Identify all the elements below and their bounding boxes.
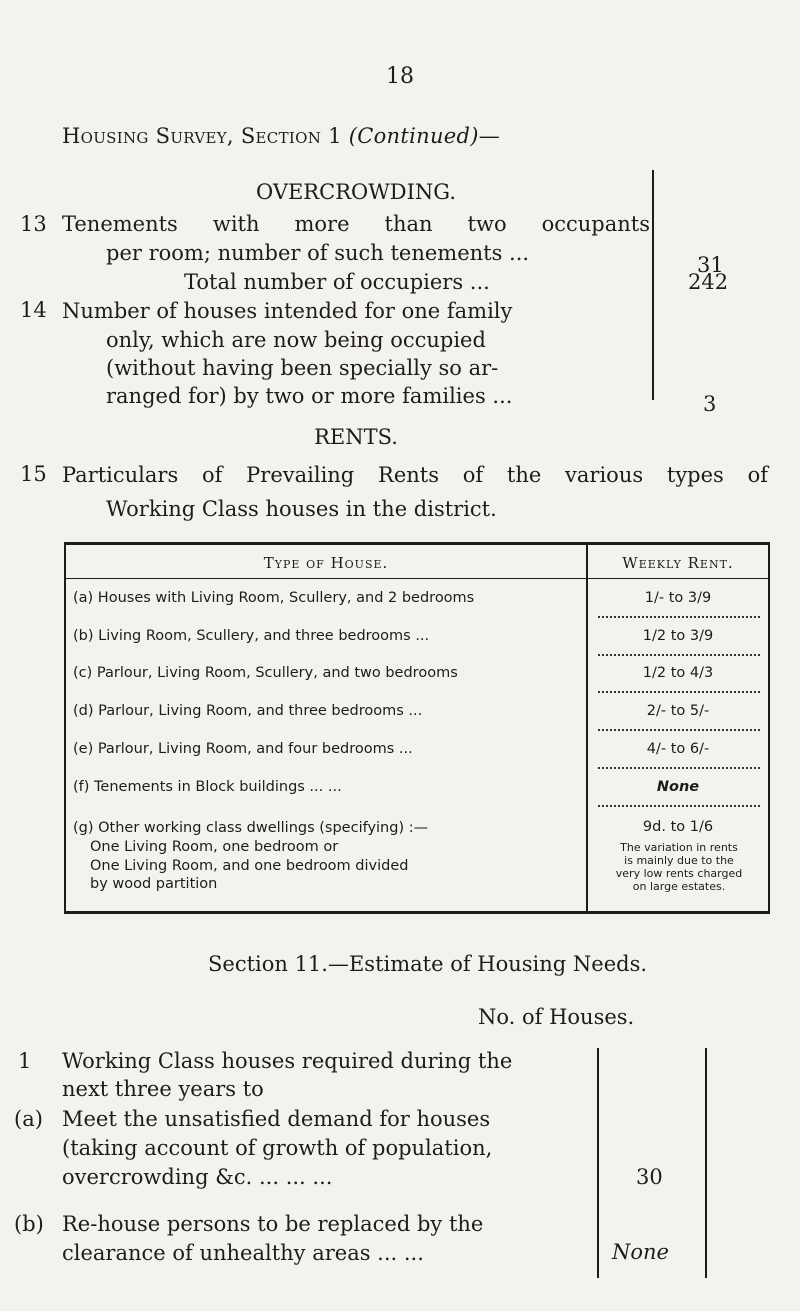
overcrowding-title: OVERCROWDING.	[255, 180, 457, 204]
s11-item-a-line-1: Meet the unsatisfied demand for houses	[62, 1107, 491, 1131]
rents-title: RENTS.	[314, 425, 398, 449]
item-14-value: 3	[703, 392, 717, 416]
rent-table	[64, 542, 770, 914]
table-row-g-note-3: very low rents charged	[615, 867, 743, 880]
s11-item-a-line-2: (taking account of growth of population,	[62, 1136, 493, 1160]
item-14-line-2: only, which are now being occupied	[106, 328, 486, 352]
table-row-d-label: (d) Parlour, Living Room, and three bedrooms ...	[73, 703, 423, 719]
section-heading-main: Housing Survey, Section 1	[62, 124, 349, 148]
table-col-type: Type of House.	[263, 554, 389, 572]
item-14-number: 14	[20, 298, 47, 322]
table-row-a-rent: 1/- to 3/9	[644, 590, 712, 606]
section-11-left-rule	[597, 1048, 599, 1278]
table-row-g-note-1: The variation in rents	[620, 841, 738, 854]
overcrowding-column-rule	[652, 170, 654, 400]
row-divider-dots	[598, 729, 760, 731]
section-11-title: Section 11.—Estimate of Housing Needs.	[208, 952, 648, 976]
page-number: 18	[386, 64, 414, 89]
s11-item-a-line-3: overcrowding &c. ... ... ...	[62, 1165, 333, 1189]
table-row-g-note-4: on large estates.	[632, 880, 726, 893]
table-bottom-rule	[64, 911, 770, 914]
item-14-line-4: ranged for) by two or more families ...	[106, 384, 513, 408]
table-row-g-line-3: One Living Room, and one bedroom divided	[90, 858, 409, 874]
no-of-houses-header: No. of Houses.	[478, 1005, 635, 1029]
table-row-c-rent: 1/2 to 4/3	[642, 665, 714, 681]
table-row-e-rent: 4/- to 6/-	[646, 741, 710, 757]
table-row-g-note-2: is mainly due to the	[624, 854, 734, 867]
table-row-f-label: (f) Tenements in Block buildings ... ...	[73, 779, 342, 795]
table-row-b-rent: 1/2 to 3/9	[642, 628, 714, 644]
table-row-g-line-1: (g) Other working class dwellings (specifying) :—	[73, 820, 429, 836]
item-13-line-2: per room; number of such tenements ...	[106, 241, 530, 265]
section-heading-dash: —	[478, 124, 501, 148]
item-13-number: 13	[20, 212, 47, 236]
item-15-number: 15	[20, 462, 47, 486]
s11-item-1-line-2: next three years to	[62, 1077, 264, 1101]
rents-intro-line-1: Particulars of Prevailing Rents of the various types of	[62, 463, 768, 487]
item-14-line-1: Number of houses intended for one family	[62, 299, 513, 323]
item-13-line-1: Tenements with more than two occupants	[62, 212, 650, 236]
table-top-rule	[64, 542, 770, 545]
s11-item-a-value: 30	[636, 1165, 663, 1189]
row-divider-dots	[598, 805, 760, 807]
table-row-f-rent: None	[656, 779, 700, 795]
s11-item-b-number: (b)	[14, 1212, 44, 1236]
s11-item-a-number: (a)	[14, 1107, 43, 1131]
table-row-g-line-2: One Living Room, one bedroom or	[90, 839, 339, 855]
row-divider-dots	[598, 616, 760, 618]
item-14-line-3: (without having been specially so ar-	[106, 356, 499, 380]
total-occupiers-value: 242	[688, 270, 729, 294]
table-col-rent: Weekly Rent.	[622, 554, 734, 572]
row-divider-dots	[598, 654, 760, 656]
table-row-c-label: (c) Parlour, Living Room, Scullery, and two bedrooms	[73, 665, 458, 681]
s11-item-b-value: None	[612, 1240, 669, 1264]
rents-intro-line-2: Working Class houses in the district.	[106, 497, 497, 521]
section-11-right-rule	[705, 1048, 707, 1278]
table-row-g-line-4: by wood partition	[90, 876, 218, 892]
total-occupiers-label: Total number of occupiers ...	[184, 270, 490, 294]
table-row-a-label: (a) Houses with Living Room, Scullery, and 2 bedrooms	[73, 590, 475, 606]
table-row-g-rent: 9d. to 1/6	[642, 819, 714, 835]
s11-item-1-number: 1	[18, 1049, 32, 1073]
table-row-b-label: (b) Living Room, Scullery, and three bedrooms ...	[73, 628, 430, 644]
s11-item-1-line-1: Working Class houses required during the	[62, 1049, 513, 1073]
row-divider-dots	[598, 767, 760, 769]
section-heading-continued: (Continued)	[348, 124, 479, 148]
table-row-e-label: (e) Parlour, Living Room, and four bedrooms ...	[73, 741, 413, 757]
table-row-d-rent: 2/- to 5/-	[646, 703, 710, 719]
row-divider-dots	[598, 691, 760, 693]
s11-item-b-line-1: Re-house persons to be replaced by the	[62, 1212, 484, 1236]
item-13-value: 31	[697, 253, 724, 277]
table-header-rule	[64, 578, 770, 579]
section-heading	[62, 124, 500, 148]
s11-item-b-line-2: clearance of unhealthy areas ... ...	[62, 1241, 424, 1265]
